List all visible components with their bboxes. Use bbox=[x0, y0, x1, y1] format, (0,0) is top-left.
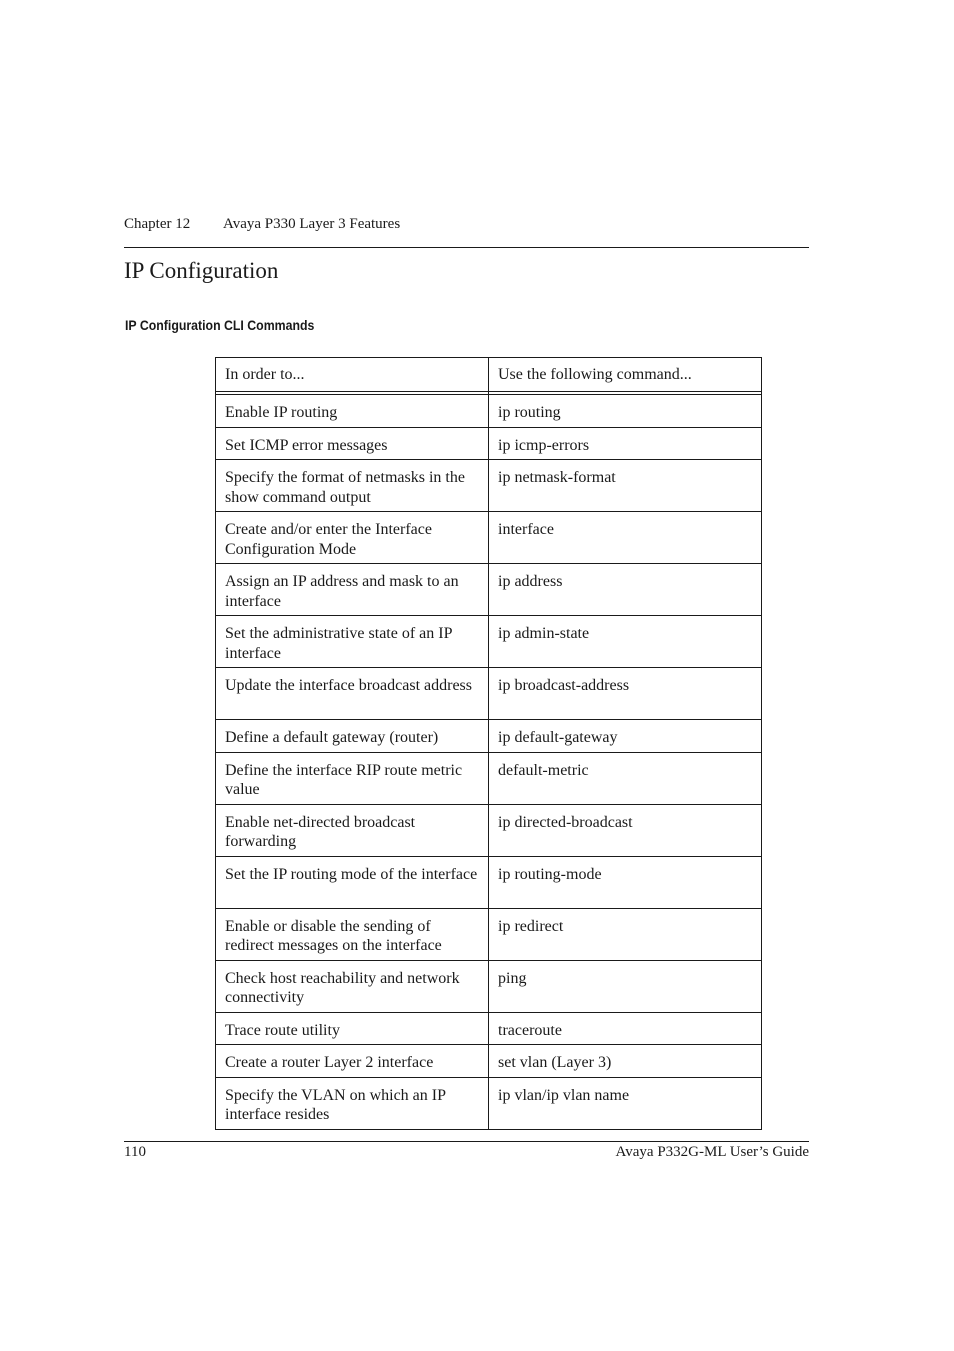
table-row bbox=[216, 856, 762, 908]
table-row bbox=[216, 427, 762, 460]
action-cell: Define a default gateway (router) bbox=[216, 720, 489, 753]
command-cell: ip netmask-format bbox=[489, 460, 762, 512]
table-row bbox=[216, 1012, 762, 1045]
section-title: IP Configuration bbox=[124, 258, 279, 283]
command-cell: set vlan (Layer 3) bbox=[489, 1045, 762, 1078]
action-cell: Set the administrative state of an IP interface bbox=[216, 616, 489, 668]
command-cell: ip address bbox=[489, 564, 762, 616]
action-cell: Check host reachability and network connectivity bbox=[216, 960, 489, 1012]
table-row bbox=[216, 616, 762, 668]
table-row bbox=[216, 804, 762, 856]
table-row bbox=[216, 1045, 762, 1078]
command-cell: ip vlan/ip vlan name bbox=[489, 1077, 762, 1129]
table-row bbox=[216, 564, 762, 616]
command-cell: ip redirect bbox=[489, 908, 762, 960]
command-cell: ip broadcast-address bbox=[489, 668, 762, 720]
page-number: 110 bbox=[124, 1144, 146, 1160]
command-cell: default-metric bbox=[489, 752, 762, 804]
command-cell: ip directed-broadcast bbox=[489, 804, 762, 856]
action-cell: Trace route utility bbox=[216, 1012, 489, 1045]
table-row bbox=[216, 512, 762, 564]
action-cell: Create and/or enter the Interface Configuration Mode bbox=[216, 512, 489, 564]
header-divider bbox=[124, 247, 809, 248]
table-header-row bbox=[216, 358, 762, 392]
column-header-action: In order to... bbox=[216, 358, 489, 392]
command-cell: ip default-gateway bbox=[489, 720, 762, 753]
command-cell: ping bbox=[489, 960, 762, 1012]
table-row bbox=[216, 460, 762, 512]
table-row bbox=[216, 395, 762, 428]
guide-title: Avaya P332G-ML User’s Guide bbox=[615, 1144, 809, 1160]
table-row bbox=[216, 720, 762, 753]
command-cell: ip routing bbox=[489, 395, 762, 428]
action-cell: Update the interface broadcast address bbox=[216, 668, 489, 720]
action-cell: Assign an IP address and mask to an interface bbox=[216, 564, 489, 616]
action-cell: Enable net-directed broadcast forwarding bbox=[216, 804, 489, 856]
command-cell: ip admin-state bbox=[489, 616, 762, 668]
chapter-number: Chapter 12 bbox=[124, 216, 191, 232]
cli-commands-table bbox=[215, 357, 762, 1130]
action-cell: Set the IP routing mode of the interface bbox=[216, 856, 489, 908]
command-cell: ip icmp-errors bbox=[489, 427, 762, 460]
command-cell: ip routing-mode bbox=[489, 856, 762, 908]
footer-divider bbox=[124, 1141, 809, 1142]
table-row bbox=[216, 960, 762, 1012]
command-cell: traceroute bbox=[489, 1012, 762, 1045]
action-cell: Enable or disable the sending of redirect messages on the interface bbox=[216, 908, 489, 960]
subsection-title: IP Configuration CLI Commands bbox=[125, 317, 315, 333]
action-cell: Specify the format of netmasks in the show command output bbox=[216, 460, 489, 512]
action-cell: Define the interface RIP route metric value bbox=[216, 752, 489, 804]
action-cell: Create a router Layer 2 interface bbox=[216, 1045, 489, 1078]
action-cell: Enable IP routing bbox=[216, 395, 489, 428]
table-row bbox=[216, 752, 762, 804]
table-row bbox=[216, 668, 762, 720]
table-row bbox=[216, 908, 762, 960]
column-header-command: Use the following command... bbox=[489, 358, 762, 392]
command-cell: interface bbox=[489, 512, 762, 564]
action-cell: Specify the VLAN on which an IP interface resides bbox=[216, 1077, 489, 1129]
table-row bbox=[216, 1077, 762, 1129]
chapter-title: Avaya P330 Layer 3 Features bbox=[223, 216, 401, 232]
action-cell: Set ICMP error messages bbox=[216, 427, 489, 460]
